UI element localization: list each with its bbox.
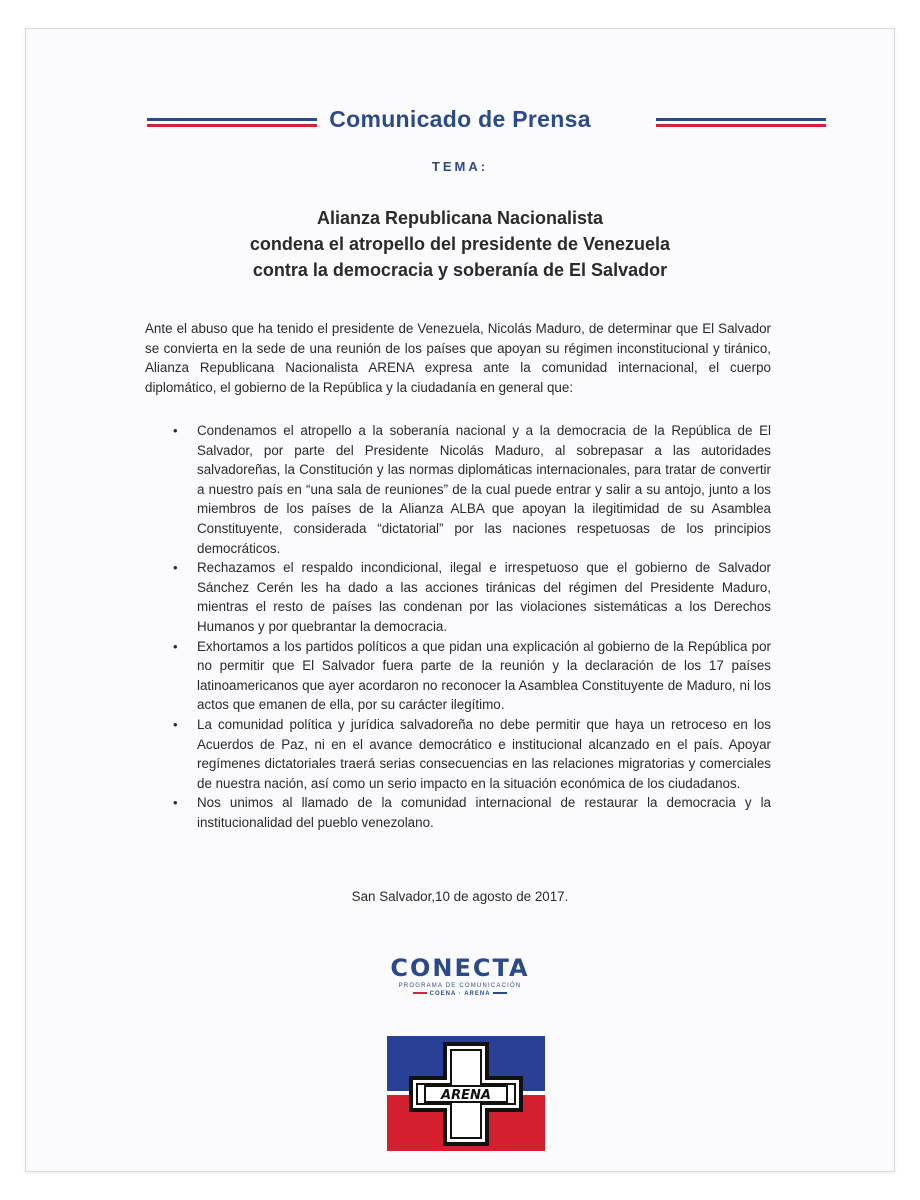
tema-label: TEMA: xyxy=(431,159,489,174)
conecta-tagline-text: COENA · ARENA xyxy=(429,991,491,997)
decorative-stripes-right xyxy=(656,118,826,130)
arena-flag-logo xyxy=(387,1036,545,1151)
conecta-logo xyxy=(386,954,534,1024)
list-item-text: Condenamos el atropello a la soberanía nacional y a la democracia de la República de El Salvador, por parte del Presidente Nicolás Maduro, al sobrepasar a las autoridades salvadoreñas, la Constitución y las normas diplomáticas internacionales, para tratar de convertir a nuestro país en “una sala de reuniones” de la cual puede entrar y salir a su antojo, junto a los miembros de los países de la Alianza ALBA que apoyan la ilegitimidad de su Asamblea Constituyente, considerada “dictatorial” por las naciones respetuosas de los principios democráticos. xyxy=(197,423,771,556)
header xyxy=(26,104,894,144)
bullet-icon: • xyxy=(173,795,178,811)
headline xyxy=(26,205,894,283)
intro-paragraph: Ante el abuso que ha tenido el presidente de Venezuela, Nicolás Maduro, de determinar que El Salvador se convierta en la sede de una reunión de los países que apoyan su régimen inconstitucional y tiránico, Alianza Republicana Nacionalista ARENA expresa ante la comunidad internacional, el cuerpo diplomático, el gobierno de la República y la ciudadanía en general que: xyxy=(145,321,771,395)
arena-flag-text: ARENA xyxy=(441,1088,491,1103)
bullet-icon: • xyxy=(173,423,178,438)
headline-line-1: Alianza Republicana Nacionalista xyxy=(316,208,604,228)
headline-line-2: condena el atropello del presidente de Venezuela xyxy=(249,234,671,254)
conecta-wordmark: CONECTA xyxy=(390,954,530,982)
bullet-icon: • xyxy=(173,560,178,576)
list-item xyxy=(145,637,771,715)
list-item-text: Nos unimos al llamado de la comunidad internacional de restaurar la democracia y la institucionalidad del pueblo venezolano. xyxy=(197,795,771,830)
headline-line-3: contra la democracia y soberanía de El Salvador xyxy=(252,260,668,280)
press-release-page xyxy=(25,28,895,1172)
list-item xyxy=(145,421,771,558)
statement-list xyxy=(145,421,771,832)
list-item-text: Rechazamos el respaldo incondicional, ilegal e irrespetuoso que el gobierno de Salvador Sánchez Cerén les ha dado a las acciones tiránicas del régimen del Presidente Maduro, mientras el resto de países las condenan por las violaciones sistemáticas a los Derechos Humanos y por quebrantar la democracia. xyxy=(197,560,771,634)
list-item-text: La comunidad política y jurídica salvadoreña no debe permitir que haya un retroceso en los Acuerdos de Paz, ni en el avance democrático e institucional alcanzado en el país. Apoyar regímenes dictatoriales traerá serias consecuencias en las relaciones migratorias y comerciales de nuestra nación, así como un serio impacto en la situación económica de los ciudadanos. xyxy=(197,716,771,791)
list-item xyxy=(145,558,771,636)
conecta-tagline xyxy=(386,991,534,997)
bullet-icon: • xyxy=(173,716,178,732)
conecta-subtitle: PROGRAMA DE COMUNICACIÓN xyxy=(398,983,522,989)
list-item xyxy=(145,715,771,793)
dateline: San Salvador,10 de agosto de 2017. xyxy=(351,889,569,904)
page-title: Comunicado de Prensa xyxy=(329,106,591,132)
list-item-text: Exhortamos a los partidos políticos a que pidan una explicación al gobierno de la República por no permitir que El Salvador fuera parte de la reunión y la declaración de los 17 países latinoamericanos que ayer acordaron no reconocer la Asamblea Constituyente de Maduro, ni los actos que emanen de ella, por su carácter ilegítimo. xyxy=(197,638,771,713)
list-item xyxy=(145,793,771,832)
bullet-icon: • xyxy=(173,638,178,654)
